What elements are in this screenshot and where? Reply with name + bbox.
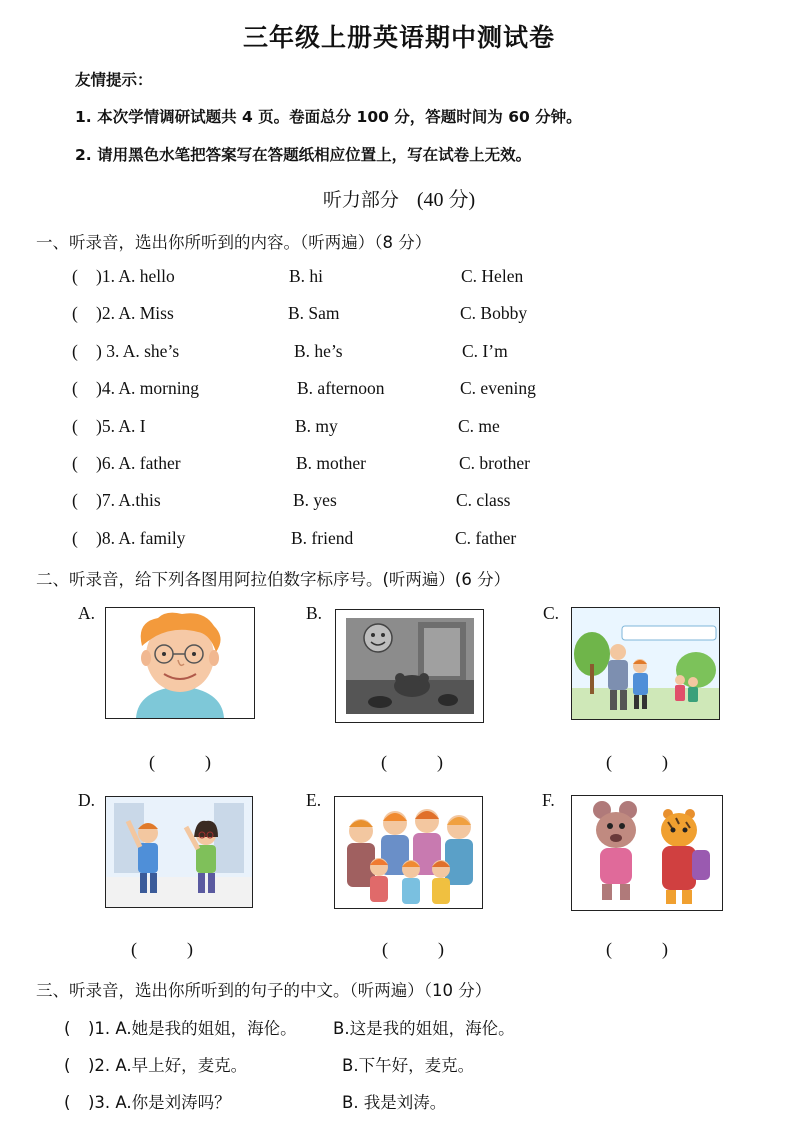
question-row: ( )8. A. family	[72, 528, 186, 548]
option-c: C. Helen	[461, 266, 524, 286]
grandpa-illustration	[106, 608, 254, 718]
option-b: B. he’s	[294, 341, 343, 361]
option-b: B. afternoon	[297, 378, 385, 398]
option-c: C. me	[458, 416, 500, 436]
picture-b-mouse	[335, 609, 484, 723]
listening-label: 听力部分	[322, 189, 399, 211]
section-2-heading: 二、听录音，给下列各图用阿拉伯数字标序号。(听两遍）(6 分）	[36, 570, 511, 589]
tips-line-2: 2. 请用黑色水笔把答案写在答题纸相应位置上，写在试卷上无效。	[75, 146, 532, 164]
picture-d-kids-waving	[105, 796, 253, 908]
kids-waving-illustration	[106, 797, 252, 907]
picture-f-mouse-and-tiger	[571, 795, 723, 911]
family-outdoors-illustration	[572, 608, 719, 719]
answer-blank-c[interactable]: ( )	[606, 752, 668, 772]
option-b: B. my	[295, 416, 338, 436]
question-row: ( )6. A. father	[72, 453, 181, 473]
mouse-tiger-illustration	[572, 796, 722, 910]
picture-label-b: B.	[306, 603, 323, 623]
picture-label-e: E.	[306, 790, 322, 810]
answer-blank-d[interactable]: ( )	[131, 939, 193, 959]
option-c: C. father	[455, 528, 517, 548]
picture-label-f: F.	[542, 790, 555, 810]
mouse-illustration	[336, 610, 483, 722]
option-c: C. class	[456, 490, 511, 510]
question-row: ( )7. A.this	[72, 490, 161, 510]
option-c: C. evening	[460, 378, 536, 398]
option-b: B. yes	[293, 490, 337, 510]
option-b: B. mother	[296, 453, 366, 473]
question-row: ( ) 3. A. she’s	[72, 341, 180, 361]
question-row: ( )2. A. Miss	[72, 303, 174, 323]
section-1-heading: 一、听录音，选出你所听到的内容。（听两遍）（8 分）	[36, 233, 432, 252]
option-b: B. Sam	[288, 303, 340, 323]
question-row: ( )2. A.早上好，麦克。	[64, 1056, 248, 1075]
section-3-heading: 三、听录音，选出你所听到的句子的中文。（听两遍）（10 分）	[36, 981, 492, 1000]
option-c: C. I’m	[462, 341, 508, 361]
option-b: B. hi	[289, 266, 324, 286]
answer-blank-e[interactable]: ( )	[382, 939, 444, 959]
option-b: B.这是我的姐姐，海伦。	[333, 1019, 515, 1038]
picture-a-grandpa	[105, 607, 255, 719]
picture-label-c: C.	[543, 603, 560, 623]
listening-points: (40 分)	[416, 189, 476, 211]
question-row: ( )5. A. I	[72, 416, 146, 436]
question-row: ( )1. A.她是我的姐姐，海伦。	[64, 1019, 297, 1038]
option-c: C. brother	[459, 453, 530, 473]
option-b: B. friend	[291, 528, 354, 548]
family-group-illustration	[335, 797, 482, 908]
tips-heading: 友情提示：	[75, 71, 153, 89]
picture-label-d: D.	[78, 790, 96, 810]
option-c: C. Bobby	[460, 303, 528, 323]
question-row: ( )3. A.你是刘涛吗？	[64, 1093, 231, 1112]
question-row: ( )1. A. hello	[72, 266, 175, 286]
picture-c-family-outdoors	[571, 607, 720, 720]
option-b: B. 我是刘涛。	[342, 1093, 447, 1112]
exam-title: 三年级上册英语期中测试卷	[242, 23, 555, 52]
option-b: B.下午好，麦克。	[342, 1056, 475, 1075]
picture-e-family-group	[334, 796, 483, 909]
question-row: ( )4. A. morning	[72, 378, 200, 398]
answer-blank-f[interactable]: ( )	[606, 939, 668, 959]
picture-label-a: A.	[78, 603, 96, 623]
tips-line-1: 1. 本次学情调研试题共 4 页。卷面总分 100 分，答题时间为 60 分钟。	[75, 108, 582, 126]
answer-blank-a[interactable]: ( )	[149, 752, 211, 772]
answer-blank-b[interactable]: ( )	[381, 752, 443, 772]
listening-part-heading	[0, 183, 798, 212]
